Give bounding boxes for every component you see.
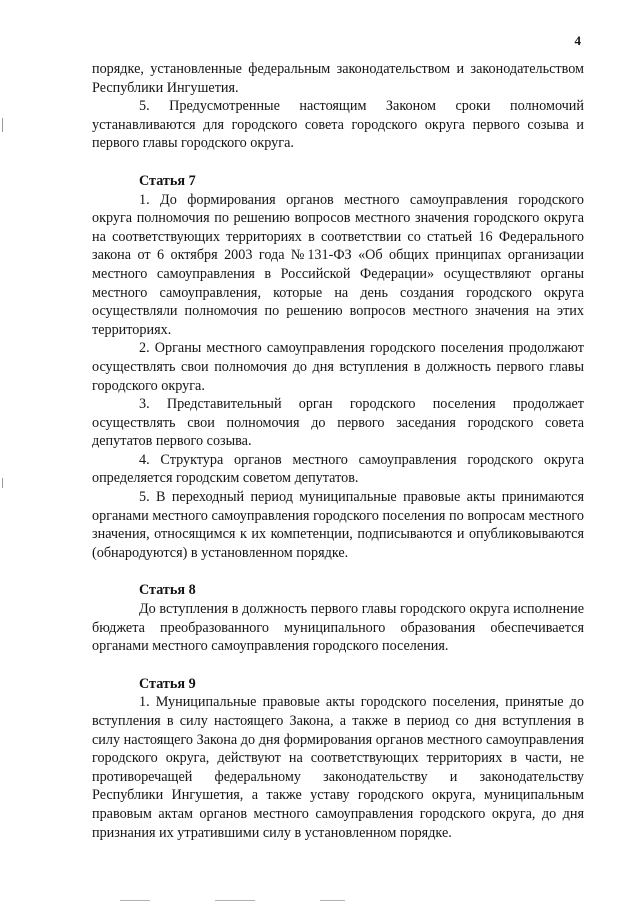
scan-artifact [2,478,3,488]
page-number: 4 [574,33,581,48]
article-heading: Статья 7 [139,172,196,189]
paragraph: 3. Представительный орган городского поселения продолжает осуществлять свои полномочия до первого заседания городского совета депутатов первого созыва. [92,396,584,450]
paragraph: 5. Предусмотренные настоящим Законом сроки полномочий устанавливаются для городского совета городского округа первого созыва и первого главы городского округа. [92,98,584,152]
scan-artifact [2,118,3,132]
paragraph: порядке, установленные федеральным законодательством и законодательством Республики Ингушетия. [92,61,584,96]
article-heading: Статья 9 [139,675,196,692]
paragraph: 5. В переходный период муниципальные правовые акты принимаются органами местного самоуправления городского поселения по вопросам местного значения, относящимся к их компетенции, подписываются и опубликовываются (обнародуются) в установленном порядке. [92,489,584,561]
scan-artifact [215,900,255,901]
document-body [92,60,584,842]
scan-artifact [320,900,345,901]
paragraph: 1. До формирования органов местного самоуправления городского округа полномочия по решению вопросов местного значения городского округа на соответствующих территориях в соответствии со статьей 16 Федерального закона от 6 октября 2003 года №131-ФЗ «Об общих принципах организации местного самоуправления в Российской Федерации» осуществляют органы местного самоуправления, которые на день создания городского округа осуществляли полномочия по решению вопросов местного значения на этих территориях. [92,191,584,338]
article-heading: Статья 8 [139,582,196,599]
paragraph: 1. Муниципальные правовые акты городского поселения, принятые до вступления в силу настоящего Закона, а также в период со дня вступления в силу настоящего Закона до дня формирования органов местного самоуправления городского округа, действуют на соответствующих территориях в части, не противоречащей федеральному законодательству и законодательству Республики Ингушетия, а также уставу городского округа, муниципальным правовым актам органов местного самоуправления городского округа, до дня признания их утратившими силу в установленном порядке. [92,694,584,841]
paragraph: До вступления в должность первого главы городского округа исполнение бюджета преобразованного муниципального образования обеспечивается органами местного самоуправления городского поселения. [92,601,584,655]
paragraph: 2. Органы местного самоуправления городского поселения продолжают осуществлять свои полномочия до дня вступления в должность первого главы городского округа. [92,340,584,394]
paragraph: 4. Структура органов местного самоуправления городского округа определяется городским советом депутатов. [92,451,584,487]
scan-artifact [120,900,150,901]
